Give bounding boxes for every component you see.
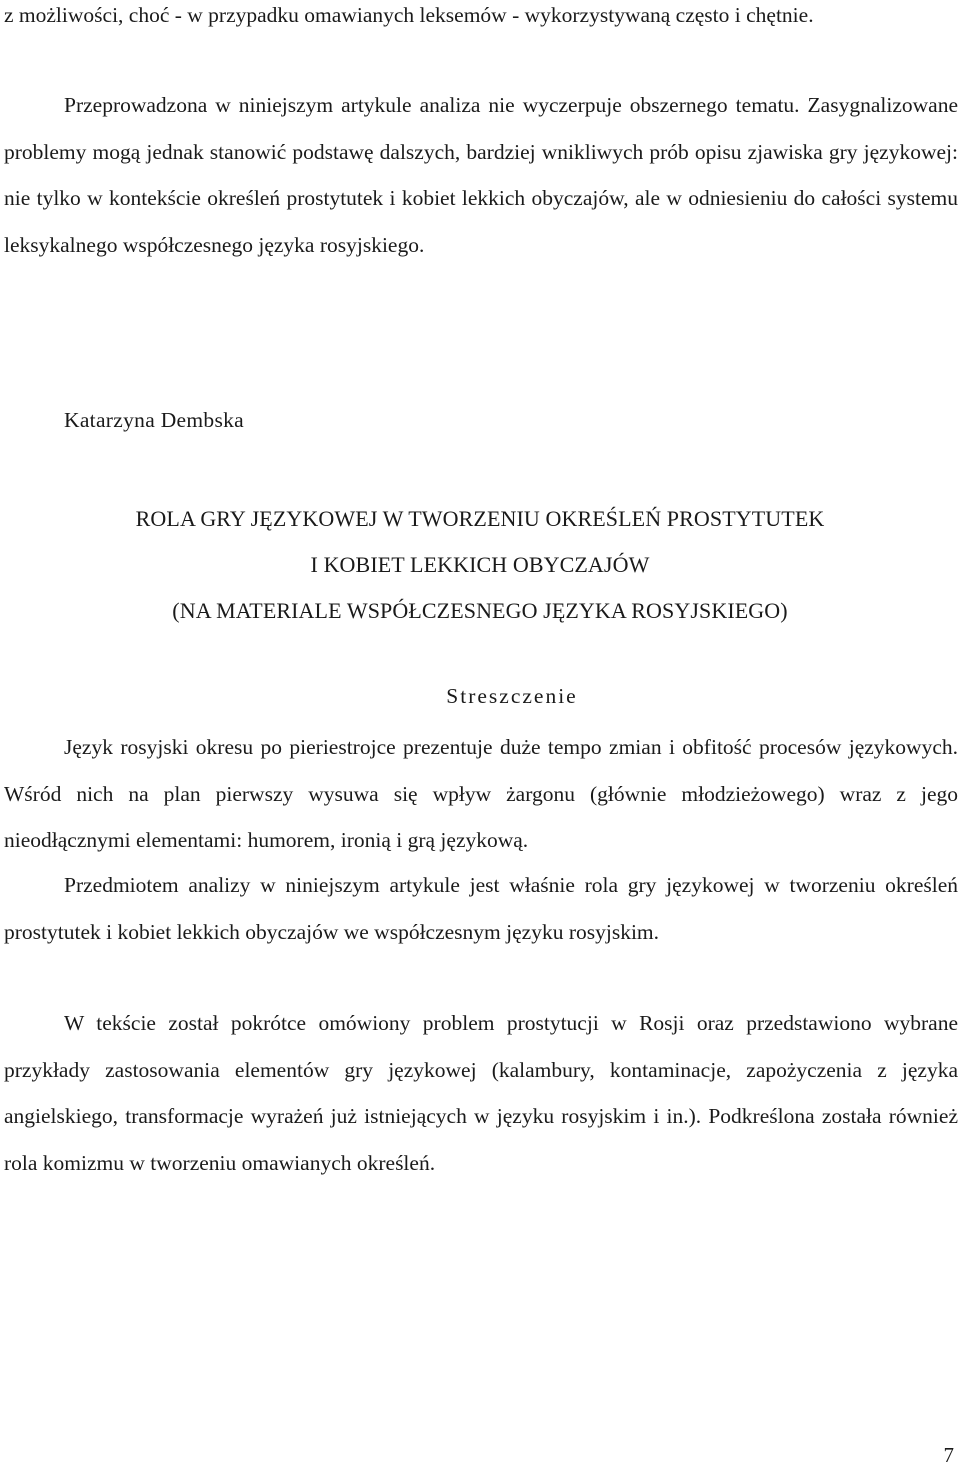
abstract-paragraph-1: Język rosyjski okresu po pieriestrojce prezentuje duże tempo zmian i obfitość procesów językowych. Wśród nich na plan pierwszy wysuwa się wpływ żargonu (głównie młodzieżowego) wraz z jego nieodłącznymi elementami: humorem, ironią i grą językową. <box>4 735 958 852</box>
body-paragraph-continuation: z możliwości, choć - w przypadku omawianych leksemów - wykorzystywaną często i chętnie. <box>4 3 814 27</box>
article-title-line-1: ROLA GRY JĘZYKOWEJ W TWORZENIU OKREŚLEŃ PROSTYTUTEK <box>135 506 825 531</box>
abstract-paragraph-3: W tekście został pokrótce omówiony problem prostytucji w Rosji oraz przedstawiono wybrane przykłady zastosowania elementów gry językowej (kalambury, kontaminacje, zapożyczenia z języka angielskiego, transformacje wyrażeń już istniejących w języku rosyjskim i in.). Podkreślona została również rola komizmu w tworzeniu omawianych określeń. <box>4 1011 958 1175</box>
page-number: 7 <box>943 1443 954 1467</box>
abstract-heading: Streszczenie <box>446 684 578 708</box>
article-title-line-3: (NA MATERIALE WSPÓŁCZESNEGO JĘZYKA ROSYJSKIEGO) <box>172 598 788 623</box>
article-title-line-2: I KOBIET LEKKICH OBYCZAJÓW <box>310 552 650 577</box>
article-author: Katarzyna Dembska <box>64 408 245 432</box>
body-paragraph-closing: Przeprowadzona w niniejszym artykule analiza nie wyczerpuje obszernego tematu. Zasygnalizowane problemy mogą jednak stanowić podstawę dalszych, bardziej wnikliwych prób opisu zjawiska gry językowej: nie tylko w kontekście określeń prostytutek i kobiet lekkich obyczajów, ale w odniesieniu do całości systemu leksykalnego współczesnego języka rosyjskiego. <box>4 93 958 257</box>
article-title <box>0 496 960 634</box>
abstract-paragraph-2: Przedmiotem analizy w niniejszym artykule jest właśnie rola gry językowej w tworzeniu określeń prostytutek i kobiet lekkich obyczajów we współczesnym języku rosyjskim. <box>4 873 958 944</box>
